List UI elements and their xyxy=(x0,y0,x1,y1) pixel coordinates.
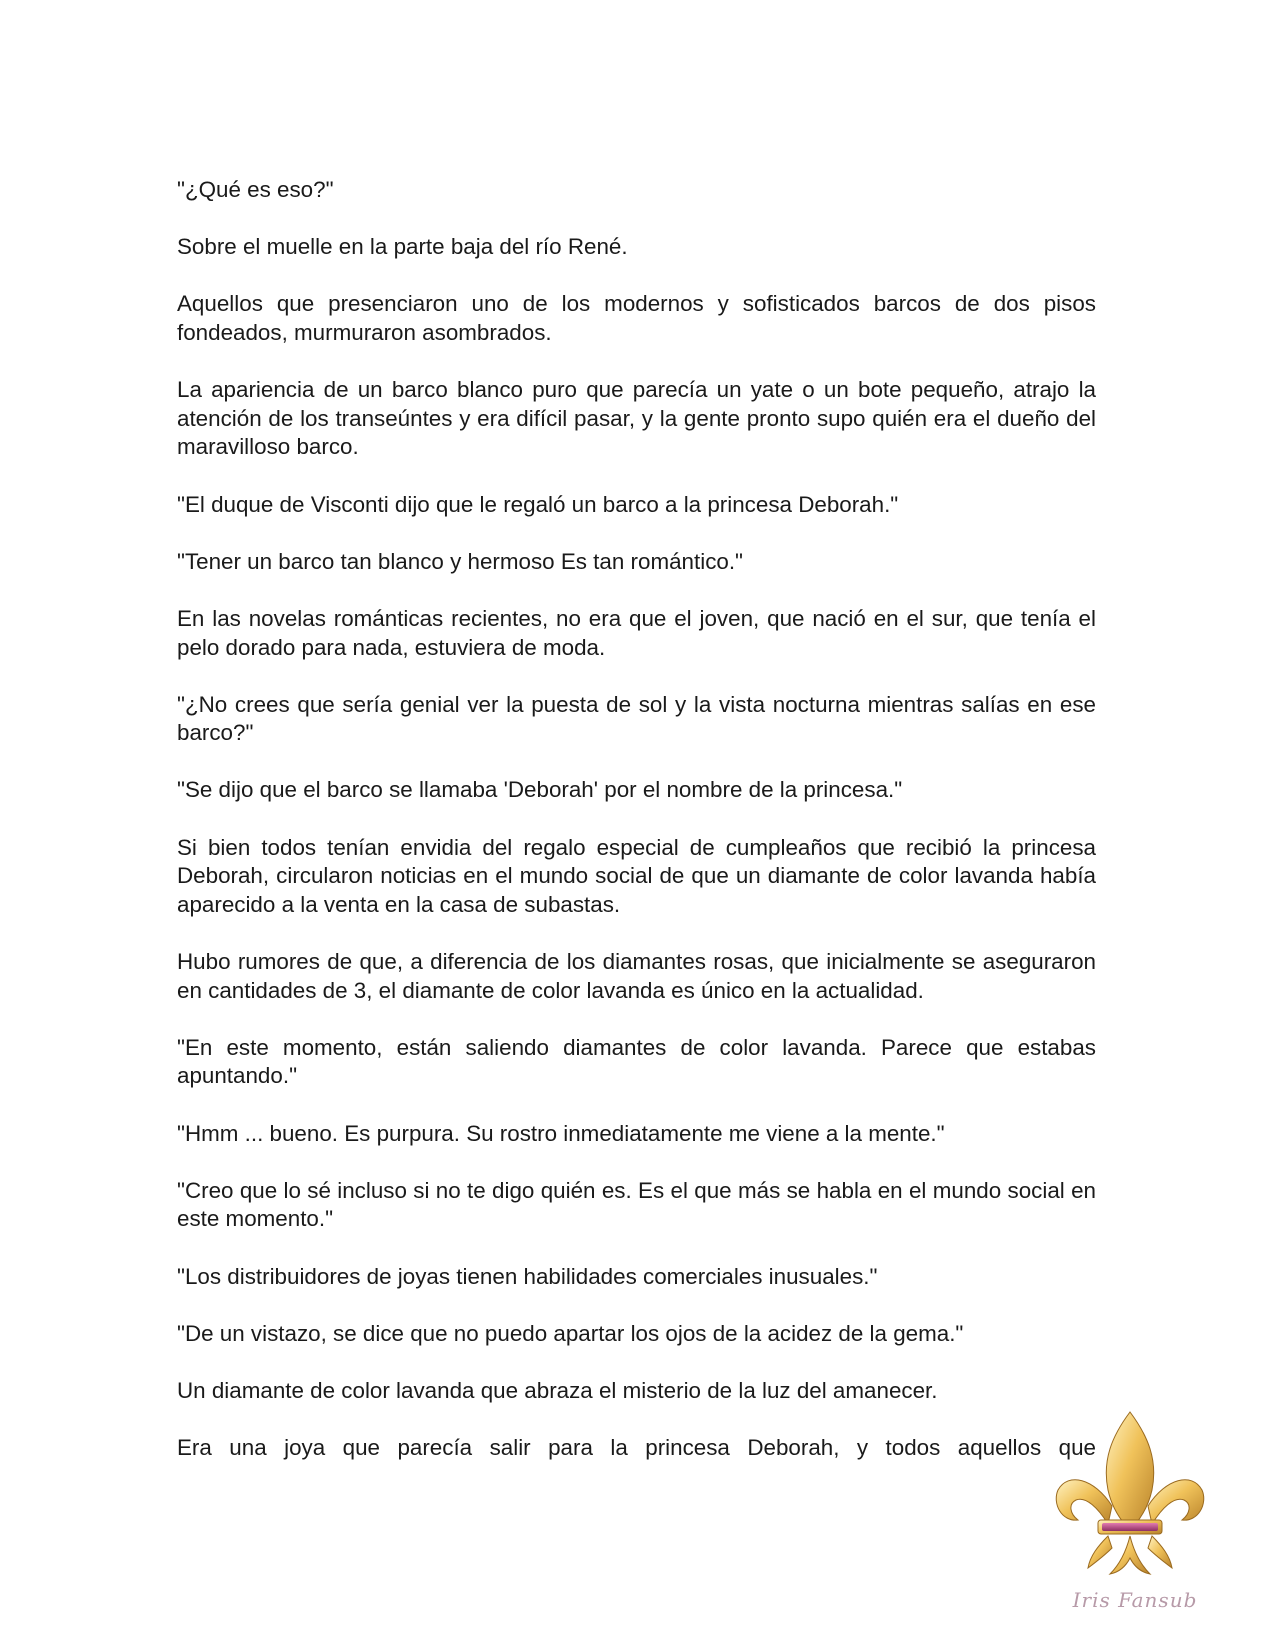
paragraph-16: "De un vistazo, se dice que no puedo apartar los ojos de la acidez de la gema." xyxy=(177,1320,964,1346)
paragraph-9: "Se dijo que el barco se llamaba 'Deborah' por el nombre de la princesa." xyxy=(177,777,903,803)
paragraph-18: Era una joya que parecía salir para la princesa Deborah, y todos aquellos que xyxy=(177,1435,1096,1461)
paragraph-17: Un diamante de color lavanda que abraza el misterio de la luz del amanecer. xyxy=(177,1377,938,1403)
paragraph-5: "El duque de Visconti dijo que le regaló un barco a la princesa Deborah." xyxy=(177,491,899,517)
paragraph-11: Hubo rumores de que, a diferencia de los diamantes rosas, que inicialmente se aseguraron en cantidades de 3, el diamante de color lavanda es único en la actualidad. xyxy=(177,949,1096,1003)
paragraph-10: Si bien todos tenían envidia del regalo especial de cumpleaños que recibió la princesa Deborah, circularon noticias en el mundo social de que un diamante de color lavanda había aparecido a la venta en la casa de subastas. xyxy=(177,834,1096,917)
paragraph-6: "Tener un barco tan blanco y hermoso Es tan romántico." xyxy=(177,548,744,574)
paragraph-4: La apariencia de un barco blanco puro que parecía un yate o un bote pequeño, atrajo la atención de los transeúntes y era difícil pasar, y la gente pronto supo quién era el dueño del maravilloso barco. xyxy=(177,377,1096,460)
document-body xyxy=(177,176,1096,1491)
paragraph-15: "Los distribuidores de joyas tienen habilidades comerciales inusuales." xyxy=(177,1263,878,1289)
paragraph-7: En las novelas románticas recientes, no era que el joven, que nació en el sur, que tenía el pelo dorado para nada, estuviera de moda. xyxy=(177,605,1096,660)
paragraph-3: Aquellos que presenciaron uno de los modernos y sofisticados barcos de dos pisos fondeados, murmuraron asombrados. xyxy=(177,291,1096,345)
watermark-caption: Iris Fansub xyxy=(1072,1588,1198,1612)
paragraph-1: "¿Qué es eso?" xyxy=(177,177,334,202)
paragraph-13: "Hmm ... bueno. Es purpura. Su rostro inmediatamente me viene a la mente." xyxy=(177,1120,945,1146)
paragraph-2: Sobre el muelle en la parte baja del río René. xyxy=(177,234,628,260)
paragraph-12: "En este momento, están saliendo diamantes de color lavanda. Parece que estabas apuntando." xyxy=(177,1034,1096,1089)
fleur-de-lis-icon xyxy=(1050,1408,1210,1608)
paragraph-8: "¿No crees que sería genial ver la puesta de sol y la vista nocturna mientras salías en ese barco?" xyxy=(177,691,1096,746)
paragraph-14: "Creo que lo sé incluso si no te digo quién es. Es el que más se habla en el mundo social en este momento." xyxy=(177,1177,1096,1232)
